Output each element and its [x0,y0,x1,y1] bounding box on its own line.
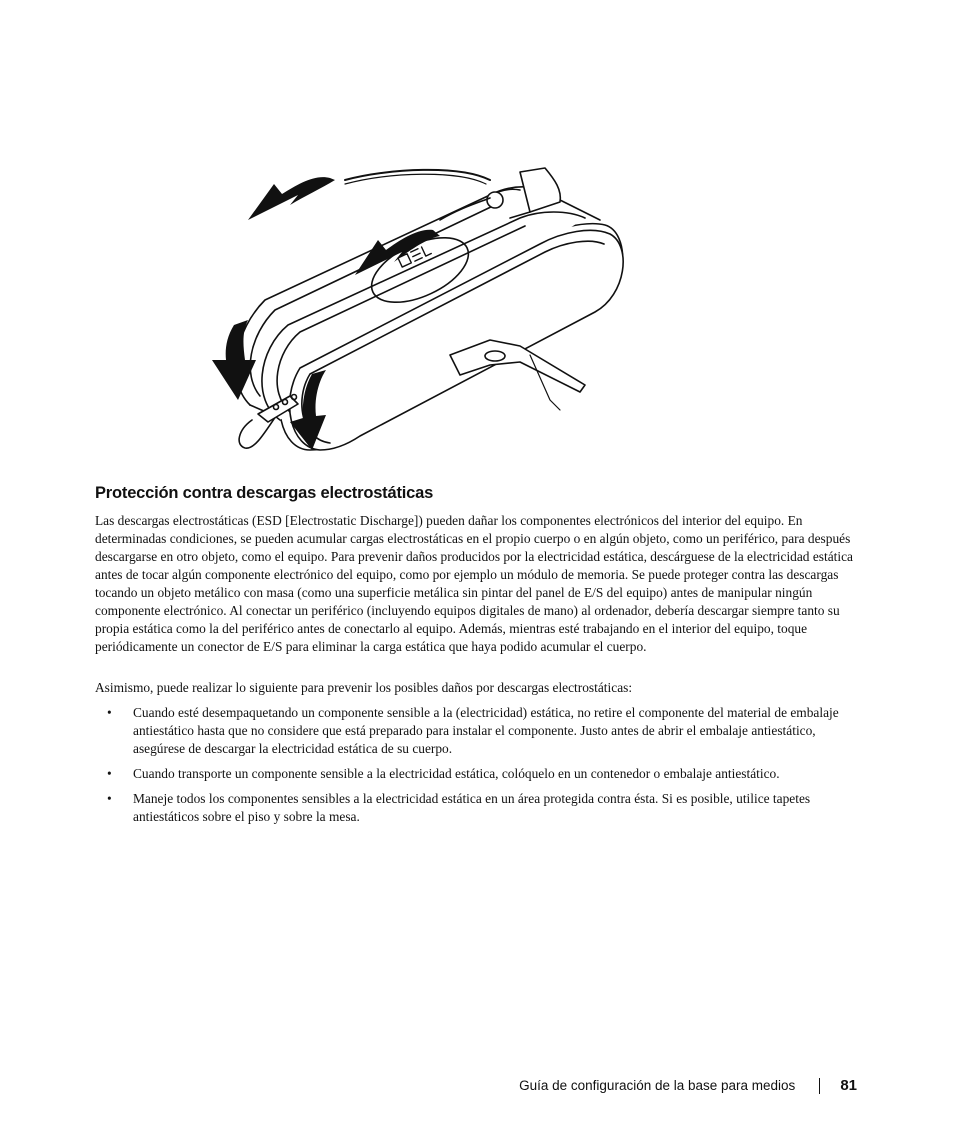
bullet-icon: • [107,705,112,720]
footer-divider [819,1078,820,1094]
media-base-body [236,168,623,450]
list-item [95,790,857,826]
body-paragraph: Asimismo, puede realizar lo siguiente para prevenir los posibles daños por descargas electrostáticas: [95,680,633,695]
footer-title: Guía de configuración de la base para medios [519,1078,796,1093]
list-item [95,704,857,758]
page-footer [519,1077,857,1094]
list-item-text: Maneje todos los componentes sensibles a la electricidad estática en un área protegida contra ésta. Si es posible, utilice tapetes antiestáticos sobre el piso y sobre la mesa. [133,791,811,824]
bullet-icon: • [107,766,112,781]
bullet-icon: • [107,791,112,806]
media-base-illustration [190,160,640,460]
list-item-text: Cuando transporte un componente sensible a la electricidad estática, colóquelo en un contenedor o embalaje antiestático. [133,766,780,781]
page-number: 81 [840,1077,857,1094]
list-item [95,765,857,783]
body-paragraph: Las descargas electrostáticas (ESD [Electrostatic Discharge]) pueden dañar los componentes electrónicos del interior del equipo. En determinadas condiciones, se pueden acumular cargas electrostáticas en el propio cuerpo o en algún objeto, como un periférico, para después descargarse en otro objeto, como el equipo. Para prevenir daños producidos por la electricidad estática, descárguese de la electricidad estática antes de tocar algún componente electrónico del equipo, como por ejemplo un módulo de memoria. Se puede proteger contra las descargas tocando un objeto metálico con masa (como una superficie metálica sin pintar del panel de E/S del equipo) antes de manipular ningún componente electrónico. Al conectar un periférico (incluyendo equipos digitales de mano) al ordenador, debería descargar siempre tanto su propia estática como la del periférico antes de conectarlo al equipo. Además, mientras esté trabajando en el interior del equipo, toque periódicamente un conector de E/S para eliminar la carga estática que haya podido acumular el cuerpo. [95,513,853,654]
section-title: Protección contra descargas electrostáticas [95,484,434,502]
precautions-list [95,704,857,833]
list-item-text: Cuando esté desempaquetando un componente sensible a la (electricidad) estática, no retire el componente del material de embalaje antiestático hasta que no considere que está preparado para instalar el componente. Justo antes de abrir el embalaje antiestático, asegúrese de descargar la electricidad estática de su cuerpo. [133,705,839,756]
